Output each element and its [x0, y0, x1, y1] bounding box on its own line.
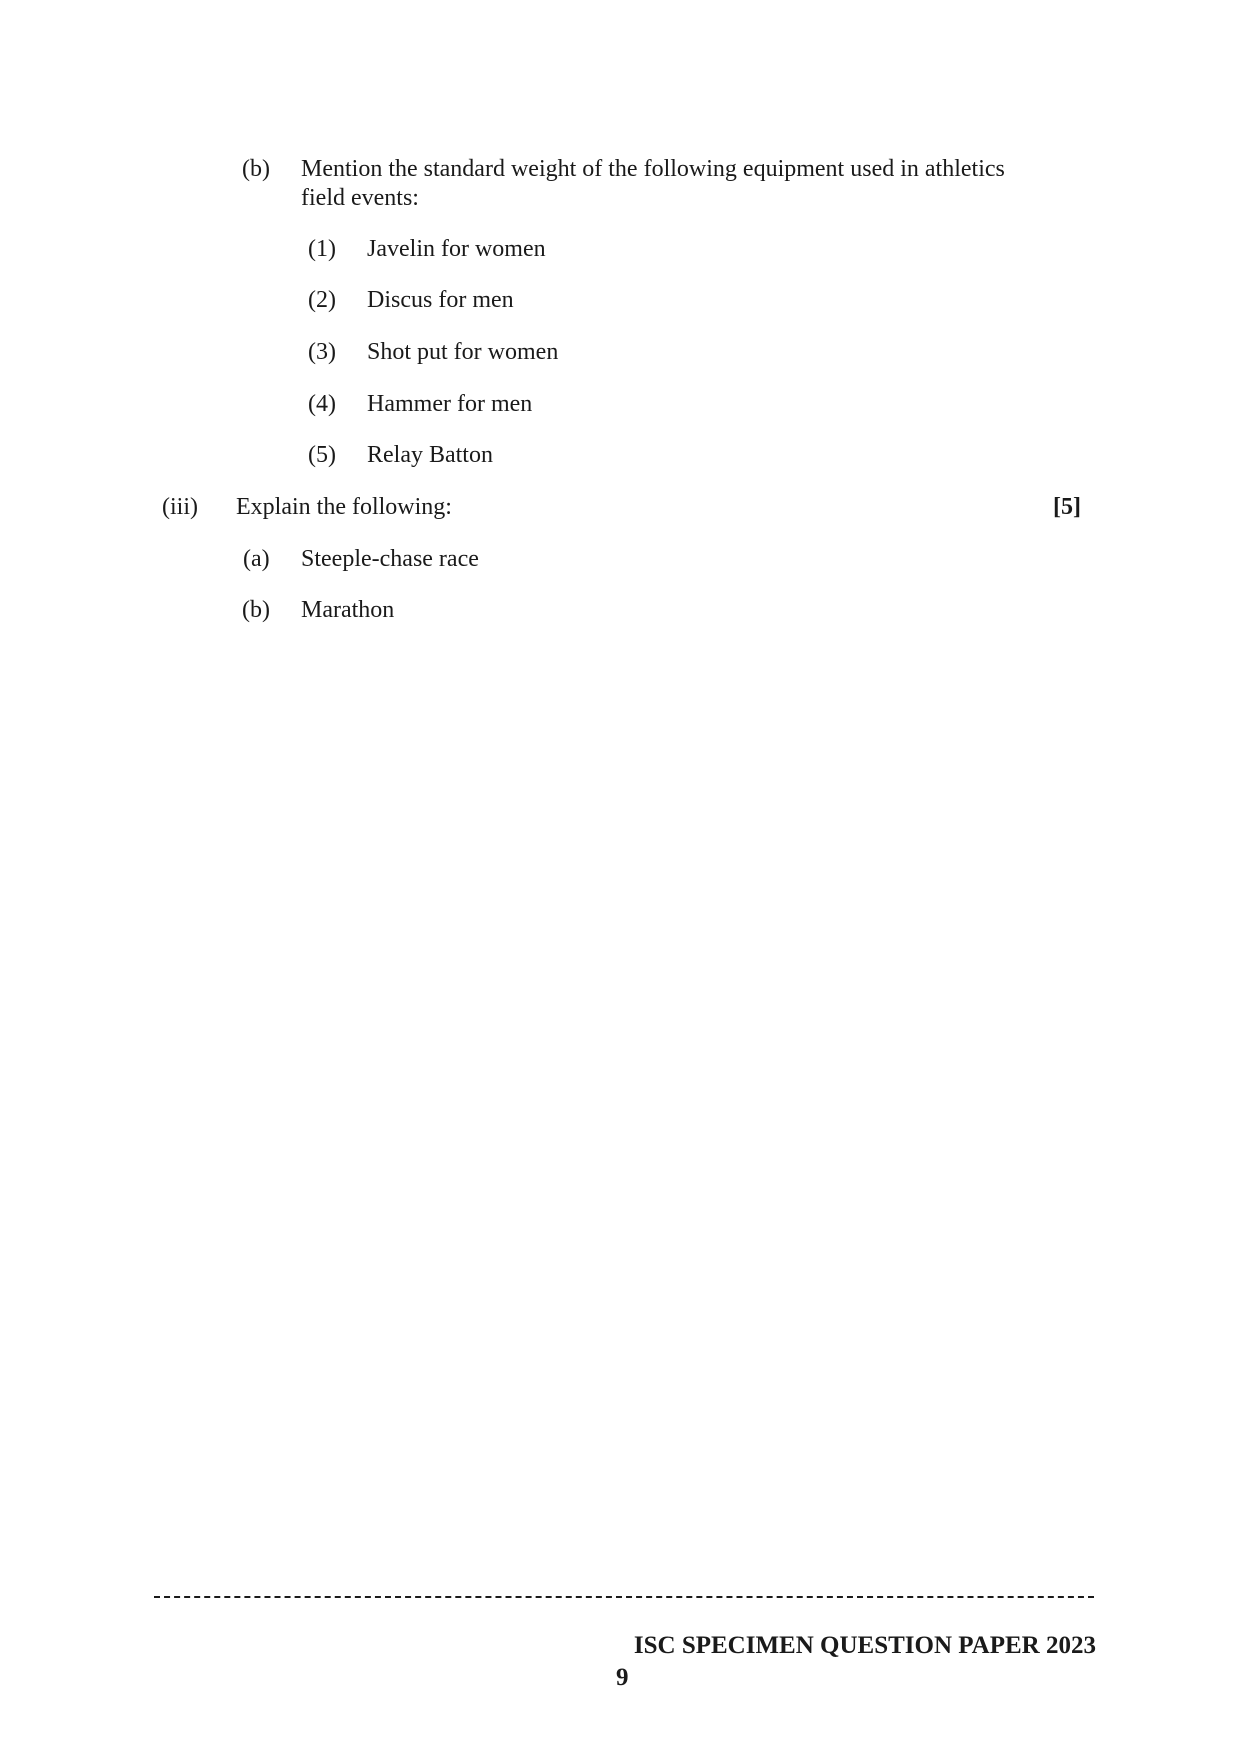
question-b-text-line2: field events:: [301, 185, 419, 211]
question-iii-text: Explain the following:: [236, 494, 452, 520]
item-text: Relay Batton: [367, 442, 493, 468]
question-b-label: (b): [242, 156, 270, 182]
item-number: (b): [242, 597, 270, 623]
marks-badge: [5]: [1053, 494, 1081, 520]
item-text: Discus for men: [367, 287, 514, 313]
item-number: (2): [308, 287, 336, 313]
item-number: (5): [308, 442, 336, 468]
item-text: Marathon: [301, 597, 395, 623]
item-text: Hammer for men: [367, 391, 533, 417]
question-iii-label: (iii): [162, 494, 198, 520]
question-b-text-line1: Mention the standard weight of the following equipment used in athletics: [301, 156, 1005, 182]
item-number: (a): [243, 546, 270, 572]
item-number: (4): [308, 391, 336, 417]
page-number: 9: [616, 1664, 629, 1691]
footer-title: ISC SPECIMEN QUESTION PAPER 2023: [633, 1632, 1096, 1659]
item-text: Javelin for women: [367, 236, 546, 262]
item-text: Steeple-chase race: [301, 546, 479, 572]
item-number: (3): [308, 339, 336, 365]
item-text: Shot put for women: [367, 339, 559, 365]
footer-divider: [154, 1596, 1094, 1598]
item-number: (1): [308, 236, 336, 262]
